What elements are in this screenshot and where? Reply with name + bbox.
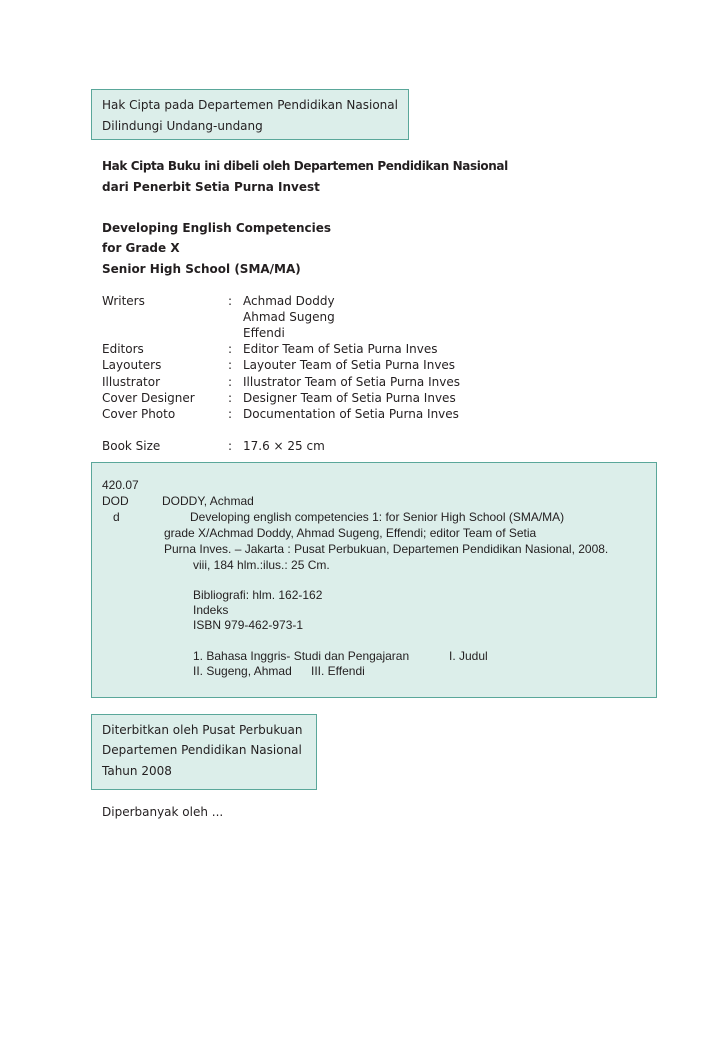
purchase-note-line-1: Hak Cipta Buku ini dibeli oleh Departemen Pendidikan Nasional <box>102 159 508 173</box>
cover-designer-value: Designer Team of Setia Purna Inves <box>243 391 456 405</box>
separator: : <box>228 375 233 389</box>
catalog-call-suffix: d <box>113 510 120 524</box>
separator: : <box>228 439 233 453</box>
illustrator-value: Illustrator Team of Setia Purna Inves <box>243 375 460 389</box>
book-title-line-2: for Grade X <box>102 241 180 255</box>
catalog-desc-1: Developing english competencies 1: for Senior High School (SMA/MA) <box>190 510 565 524</box>
cover-designer-label: Cover Designer <box>102 391 195 405</box>
cover-photo-label: Cover Photo <box>102 407 176 421</box>
catalog-bibliography: Bibliografi: hlm. 162-162 <box>193 588 323 602</box>
cover-photo-value: Documentation of Setia Purna Inves <box>243 407 459 421</box>
book-title-line-1: Developing English Competencies <box>102 221 332 235</box>
catalog-isbn: ISBN 979-462-973-1 <box>193 618 304 632</box>
layouters-value: Layouter Team of Setia Purna Inves <box>243 358 456 372</box>
purchase-note-line-2: dari Penerbit Setia Purna Invest <box>102 180 320 194</box>
separator: : <box>228 391 233 405</box>
catalog-author: DODDY, Achmad <box>162 494 254 508</box>
reproduced-by: Diperbanyak oleh ... <box>102 805 224 819</box>
catalog-call-code: DOD <box>102 494 129 508</box>
catalog-subject-2b: III. Effendi <box>311 664 365 678</box>
publisher-line-2: Departemen Pendidikan Nasional <box>102 743 302 757</box>
catalog-subject-2: II. Sugeng, Ahmad <box>193 664 292 678</box>
separator: : <box>228 294 233 308</box>
writer-2: Ahmad Sugeng <box>243 310 335 324</box>
publisher-line-1: Diterbitkan oleh Pusat Perbukuan <box>102 723 303 737</box>
copyright-line-1: Hak Cipta pada Departemen Pendidikan Nasional <box>102 98 398 112</box>
copyright-line-2: Dilindungi Undang-undang <box>102 119 263 133</box>
writer-1: Achmad Doddy <box>243 294 335 308</box>
writer-3: Effendi <box>243 326 285 340</box>
separator: : <box>228 342 233 356</box>
catalog-subject-1: 1. Bahasa Inggris- Studi dan Pengajaran <box>193 649 410 663</box>
editors-value: Editor Team of Setia Purna Inves <box>243 342 438 356</box>
catalog-class-number: 420.07 <box>102 478 139 492</box>
catalog-index: Indeks <box>193 603 229 617</box>
catalog-desc-4: viii, 184 hlm.:ilus.: 25 Cm. <box>193 558 330 572</box>
writers-label: Writers <box>102 294 145 308</box>
illustrator-label: Illustrator <box>102 375 161 389</box>
book-size-value: 17.6 × 25 cm <box>243 439 325 453</box>
separator: : <box>228 358 233 372</box>
separator: : <box>228 407 233 421</box>
catalog-subject-1b: I. Judul <box>449 649 488 663</box>
book-size-label: Book Size <box>102 439 161 453</box>
publisher-line-3: Tahun 2008 <box>102 764 172 778</box>
catalog-desc-3: Purna Inves. – Jakarta : Pusat Perbukuan, Departemen Pendidikan Nasional, 2008. <box>164 542 609 556</box>
layouters-label: Layouters <box>102 358 162 372</box>
book-title-line-3: Senior High School (SMA/MA) <box>102 262 301 276</box>
editors-label: Editors <box>102 342 144 356</box>
catalog-desc-2: grade X/Achmad Doddy, Ahmad Sugeng, Effendi; editor Team of Setia <box>164 526 537 540</box>
